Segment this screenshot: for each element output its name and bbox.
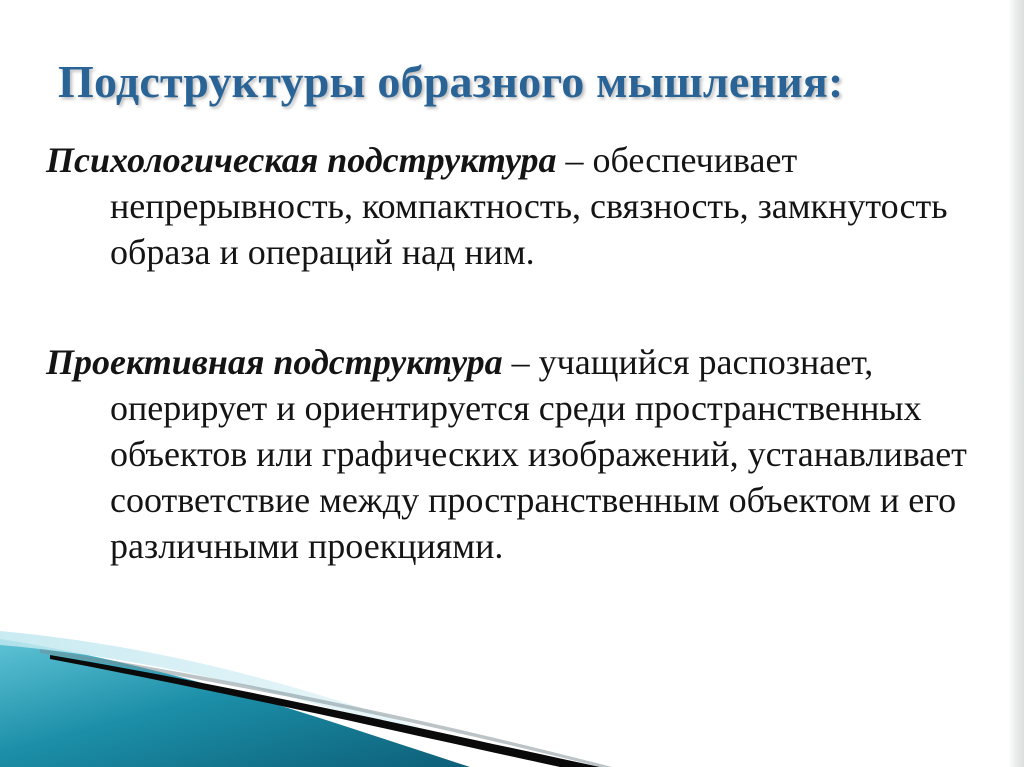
slide-title: Подструктуры образного мышления:: [58, 56, 844, 107]
definition-projective: – учащийся распознает, оперирует и ориентируется среди пространственных объектов или графических изображений, устанавливает соответствие между пространственным объектом и его различными проекциями.: [110, 342, 967, 566]
definition-psychological: – обеспечивает непрерывность, компактность, связность, замкнутость образа и операций над ним.: [110, 140, 948, 272]
swoosh-teal-band: [0, 639, 470, 767]
decorative-swoosh: [0, 627, 1024, 767]
term-projective: Проективная подструктура: [46, 342, 503, 382]
paragraph-projective: [46, 339, 976, 569]
paragraph-psychological-text: [46, 137, 976, 275]
paragraph-projective-text: [46, 339, 976, 569]
term-psychological: Психологическая подструктура: [46, 140, 557, 180]
paragraph-psychological: [46, 137, 976, 275]
